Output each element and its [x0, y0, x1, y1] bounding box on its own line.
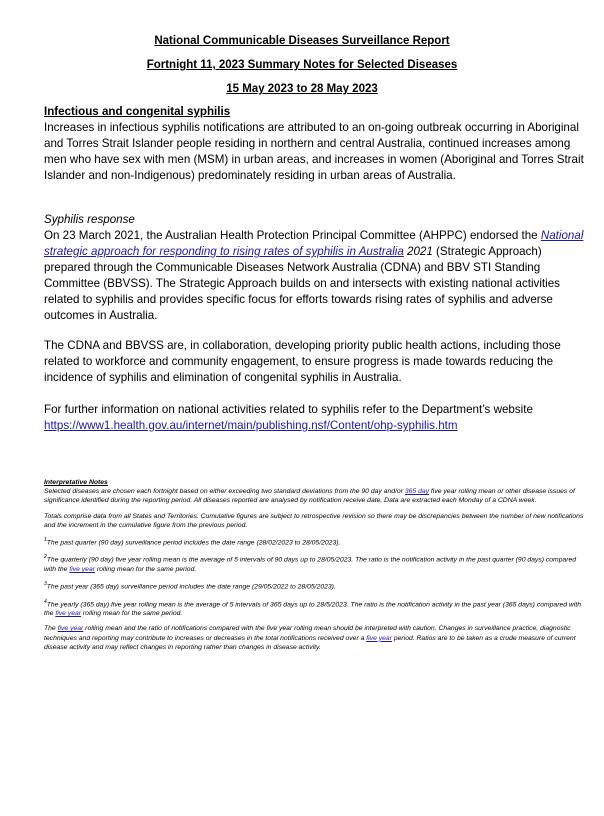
- section-title: Infectious and congenital syphilis: [44, 105, 231, 118]
- response-text-post: (Strategic Approach) prepared through the Communicable Diseases Network Australia (CDNA) and BBV STI Standing Committee (BBVSS). The Strategic Approach builds on and intersects with existing national activities related to syphilis and provides specific focus for efforts towards rising rates of syphilis and adverse outcomes in Australia.: [44, 245, 560, 322]
- interpretative-notes: [44, 478, 584, 658]
- response-paragraph: [44, 228, 584, 324]
- notes-title: Interpretative Notes: [44, 479, 108, 486]
- cdna-paragraph: The CDNA and BBVSS are, in collaboration, developing priority public health actions, including those related to workforce and community engagement, to ensure progress is made towards reducing the incidence of syphilis and elimination of congenital syphilis in Australia.: [44, 339, 561, 384]
- intro-block: [44, 104, 584, 184]
- response-text-pre: On 23 March 2021, the Australian Health Protection Principal Committee (AHPPC) endorsed the: [44, 229, 541, 242]
- intro-paragraph: Increases in infectious syphilis notifications are attributed to an on-going outbreak occurring in Aboriginal and Torres Strait Islander people residing in northern and central Australia, continued increases among men who have sex with men (MSM) in urban areas, and increases in women (Aboriginal and Torres Strait Islander and non-Indigenous) predominately residing in urban areas of Australia.: [44, 121, 584, 182]
- further-info-block: [44, 402, 584, 434]
- note-caution: The five year rolling mean and the ratio of notifications compared with the five year rolling mean should be interpreted with caution. Changes in surveillance practice, diagnostic techniques and reporting may contribute to increases or decreases in the total notifications received over a five year period. Ratios are to be taken as a crude measure of current disease activity and may reflect changes in reporting rather than changes in disease activity.: [44, 625, 576, 651]
- response-year: 2021: [403, 245, 433, 258]
- report-subtitle: Fortnight 11, 2023 Summary Notes for Selected Diseases: [146, 59, 458, 71]
- report-title: National Communicable Diseases Surveillance Report: [154, 35, 450, 47]
- footnote-4: $^4$The yearly (365 day) five year rolling mean is the average of 5 intervals of 365 days up to 28/5/2023. The ratio is the notification activity in the past year (365 days) compared with the five year rolling mean for the same period.: [44, 598, 582, 618]
- strategic-approach-link[interactable]: National strategic approach for responding to rising rates of syphilis in Australia: [44, 229, 584, 258]
- department-website-link[interactable]: https://www1.health.gov.au/internet/main/publishing.nsf/Content/ohp-syphilis.htm: [44, 419, 458, 432]
- note-selection: Selected diseases are chosen each fortnight based on either exceeding two standard deviations from the 90 day and/or 365 day five year rolling mean or other disease issues of significance identified during the reporting period. All diseases reported are analysed by notification receive date. Data are extracted each Monday of a CDNA week.: [44, 488, 575, 505]
- response-block: [44, 212, 584, 324]
- footnote-1: $^1$The past quarter (90 day) surveillance period includes the date range (28/02/2023 to 28/05/2023).: [44, 537, 341, 547]
- footnote-3: $^3$The past year (365 day) surveillance period includes the date range (29/05/2022 to 28/05/2023).: [44, 581, 336, 591]
- report-date-range: 15 May 2023 to 28 May 2023: [226, 83, 378, 95]
- response-heading: Syphilis response: [44, 213, 135, 226]
- footnote-2: $^2$The quarterly (90 day) five year rolling mean is the average of 5 intervals of 90 days up to 28/05/2023. The ratio is the notification activity in the past quarter (90 days) compared with the five year rolling mean for the same period.: [44, 554, 577, 573]
- further-info-text: For further information on national activities related to syphilis refer to the Department’s website: [44, 403, 533, 416]
- note-totals: Totals comprise data from all States and Territories. Cumulative figures are subject to retrospective revision so there may be discrepancies between the number of new notifications and the increment in the cumulative figure from the previous period.: [44, 512, 584, 529]
